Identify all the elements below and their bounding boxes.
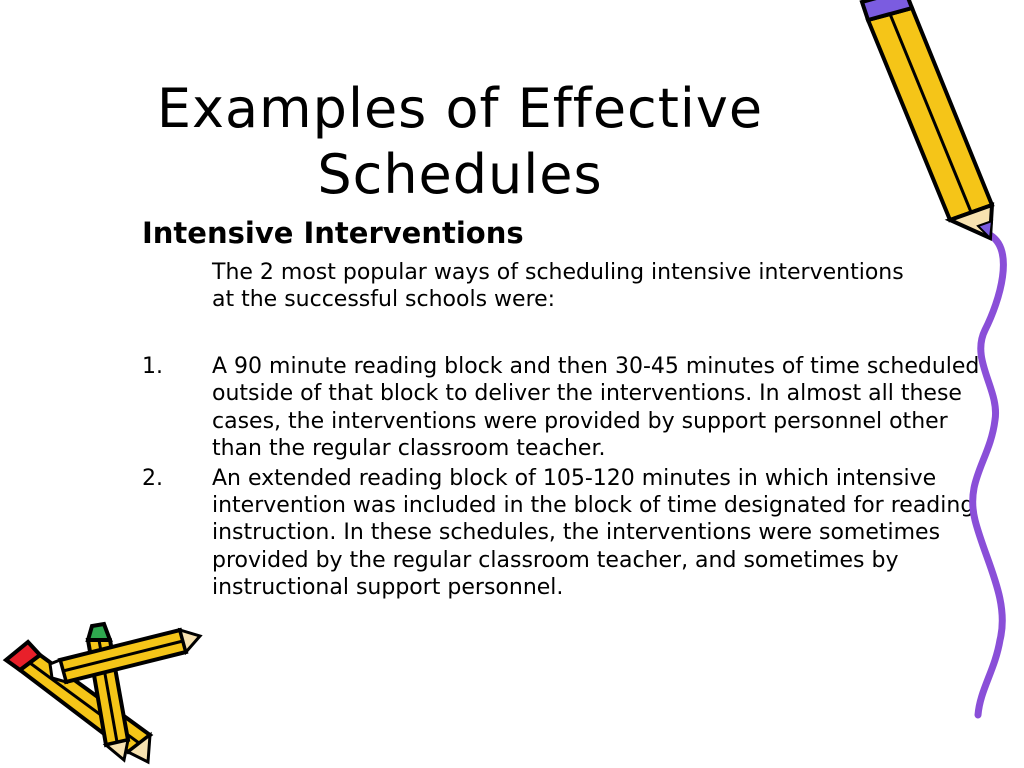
pencil-scribble-clipart — [850, 0, 1024, 720]
slide-title — [110, 76, 810, 208]
list-item-text: A 90 minute reading block and then 30-45 minutes of time scheduled outside of that block to deliver the interventions. In almost all these cases, the interventions were provided by support personnel other than the regular classroom teacher. — [212, 354, 980, 462]
pencil-icon — [862, 0, 992, 238]
scribble-icon — [973, 235, 1004, 715]
list-item-number: 1. — [142, 354, 163, 379]
pencil-icon — [50, 630, 200, 682]
title-line-2: Schedules — [317, 143, 603, 207]
list-item-text: An extended reading block of 105-120 minutes in which intensive intervention was included in the block of time designated for reading instruction. In these schedules, the interventions were sometimes provided by the regular classroom teacher, and sometimes by instructional support personnel. — [212, 465, 975, 601]
section-heading: Intensive Interventions — [142, 216, 524, 250]
list-item-number: 2. — [142, 465, 163, 491]
crossed-pencils-clipart — [0, 620, 210, 765]
title-line-1: Examples of Effective — [156, 77, 764, 141]
intro-paragraph: The 2 most popular ways of scheduling intensive interventions at the successful schools were: — [212, 260, 904, 312]
